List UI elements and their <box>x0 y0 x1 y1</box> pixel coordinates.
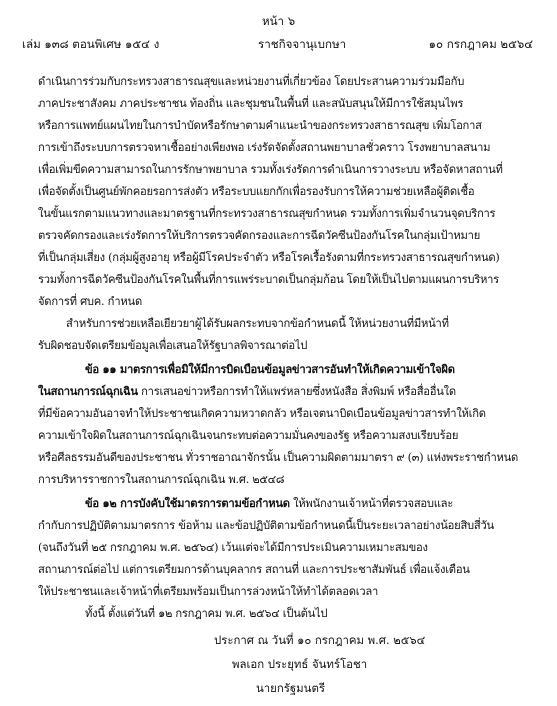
body-line: ภาคประชาสังคม ภาคประชาชน ท้องถิ่น และชุมชนในพื้นที่ และสนับสนุนให้มีการใช้สมุนไพร <box>38 97 464 110</box>
clause-11-title: ข้อ ๑๑ มาตรการเพื่อมิให้มีการบิดเบือนข้อมูลข่าวสารอันทำให้เกิดความเข้าใจผิด <box>85 362 455 376</box>
body-line <box>38 382 535 400</box>
effective-date-line: ทั้งนี้ ตั้งแต่วันที่ ๑๒ กรกฎาคม พ.ศ. ๒๕๖๔ เป็นต้นไป <box>85 607 328 620</box>
clause-11-title-cont: ในสถานการณ์ฉุกเฉิน <box>38 384 138 398</box>
body-line: ให้ประชาชนและเจ้าหน้าที่เตรียมพร้อมเป็นการล่วงหน้าให้ทำได้ตลอดเวลา <box>38 585 379 598</box>
body-line: การบริหารราชการในสถานการณ์ฉุกเฉิน พ.ศ. ๒๕๔๘ <box>38 473 285 486</box>
body-line: ที่เป็นกลุ่มเสี่ยง (กลุ่มผู้สูงอายุ หรือผู้มีโรคประจำตัว หรือโรคเรื้อรังตามที่กระทรวงสาธารณสุขกำหนด) <box>38 251 500 264</box>
body-line: รับผิดชอบจัดเตรียมข้อมูลเพื่อเสนอให้รัฐบาลพิจารณาต่อไป <box>38 339 308 352</box>
announcement-date: ประกาศ ณ วันที่ ๑๐ กรกฎาคม พ.ศ. ๒๕๖๔ <box>214 633 426 647</box>
body-line: ความเข้าใจผิดในสถานการณ์ฉุกเฉินจนกระทบต่อความมั่นคงของรัฐ หรือความสงบเรียบร้อย <box>38 429 459 442</box>
clause-12-text: ให้พนักงานเจ้าหน้าที่ตรวจสอบและ <box>289 497 454 510</box>
body-line: หรือการแพทย์แผนไทยในการบำบัดหรือรักษาตามคำแนะนำของกระทรวงสาธารณสุข เพิ่มโอกาส <box>38 119 482 132</box>
body-line: รวมทั้งการฉีดวัคซีนป้องกันโรคในพื้นที่การแพร่ระบาดเป็นกลุ่มก้อน โดยให้เป็นไปตามแผนการบริหาร <box>38 273 499 286</box>
clause-11-heading <box>85 360 535 378</box>
signature-name: พลเอก ประยุทธ์ จันทร์โอชา <box>232 657 368 671</box>
body-line: สำหรับการช่วยเหลือเยียวยาผู้ได้รับผลกระทบจากข้อกำหนดนี้ ให้หน่วยงานที่มีหน้าที่ <box>66 317 449 330</box>
body-line: สถานการณ์ต่อไป แต่การเตรียมการด้านบุคลากร สถานที่ และการประชาสัมพันธ์ เพื่อแจ้งเตือน <box>38 563 470 576</box>
body-line: เพื่อเพิ่มขีดความสามารถในการรักษาพยาบาล รวมทั้งเร่งรัดการดำเนินการวางระบบ หรือจัดหาสถานที่ <box>38 163 503 176</box>
clause-12-title: ข้อ ๑๒ การบังคับใช้มาตรการตามข้อกำหนด <box>85 496 290 510</box>
body-line: ตรวจคัดกรองและเร่งรัดการให้บริการตรวจคัดกรองและการฉีดวัคซีนป้องกันโรคในกลุ่มเป้าหมาย <box>38 229 481 242</box>
header-publication: ราชกิจจานุเบกษา <box>258 37 347 51</box>
body-line: จัดการที่ ศบค. กำหนด <box>38 295 142 308</box>
body-line: (จนถึงวันที่ ๒๕ กรกฎาคม พ.ศ. ๒๕๖๔) เว้นแต่จะได้มีการประเมินความเหมาะสมของ <box>38 541 428 554</box>
header-date: ๑๐ กรกฎาคม ๒๕๖๔ <box>428 37 533 51</box>
page-number: หน้า ๖ <box>261 14 296 28</box>
clause-11-text: การเสนอข่าวหรือการทำให้แพร่หลายซึ่งหนังสือ สิ่งพิมพ์ หรือสื่ออื่นใด <box>137 385 456 398</box>
body-line: ในขั้นแรกตามแนวทางและมาตรฐานที่กระทรวงสาธารณสุขกำหนด รวมทั้งการเพิ่มจำนวนจุดบริการ <box>38 207 496 220</box>
body-line: กำกับการปฏิบัติตามมาตรการ ข้อห้าม และข้อปฏิบัติตามข้อกำหนดนี้เป็นระยะเวลาอย่างน้อยสิบสี่วัน <box>38 519 494 532</box>
body-line: การเข้าถึงระบบการตรวจหาเชื้ออย่างเพียงพอ เร่งรัดจัดตั้งสถานพยาบาลชั่วคราว โรงพยาบาลสนาม <box>38 141 491 154</box>
body-line: เพื่อจัดตั้งเป็นศูนย์พักคอยรอการส่งตัว หรือระบบแยกกักเพื่อรองรับการให้ความช่วยเหลือผู้ติดเชื้อ <box>38 185 475 198</box>
body-line: ดำเนินการร่วมกับกระทรวงสาธารณสุขและหน่วยงานที่เกี่ยวข้อง โดยประสานความร่วมมือกับ <box>38 75 465 88</box>
clause-12-heading <box>85 494 535 512</box>
body-line: ที่มีข้อความอันอาจทำให้ประชาชนเกิดความหวาดกลัว หรือเจตนาบิดเบือนข้อมูลข่าวสารทำให้เกิด <box>38 407 486 420</box>
signature-position: นายกรัฐมนตรี <box>256 681 325 695</box>
header-volume: เล่ม ๑๓๘ ตอนพิเศษ ๑๕๔ ง <box>22 37 160 51</box>
body-line: หรือศีลธรรมอันดีของประชาชน ทั่วราชอาณาจักรนั้น เป็นความผิดตามมาตรา ๙ (๓) แห่งพระราชกำหนด <box>38 451 519 464</box>
